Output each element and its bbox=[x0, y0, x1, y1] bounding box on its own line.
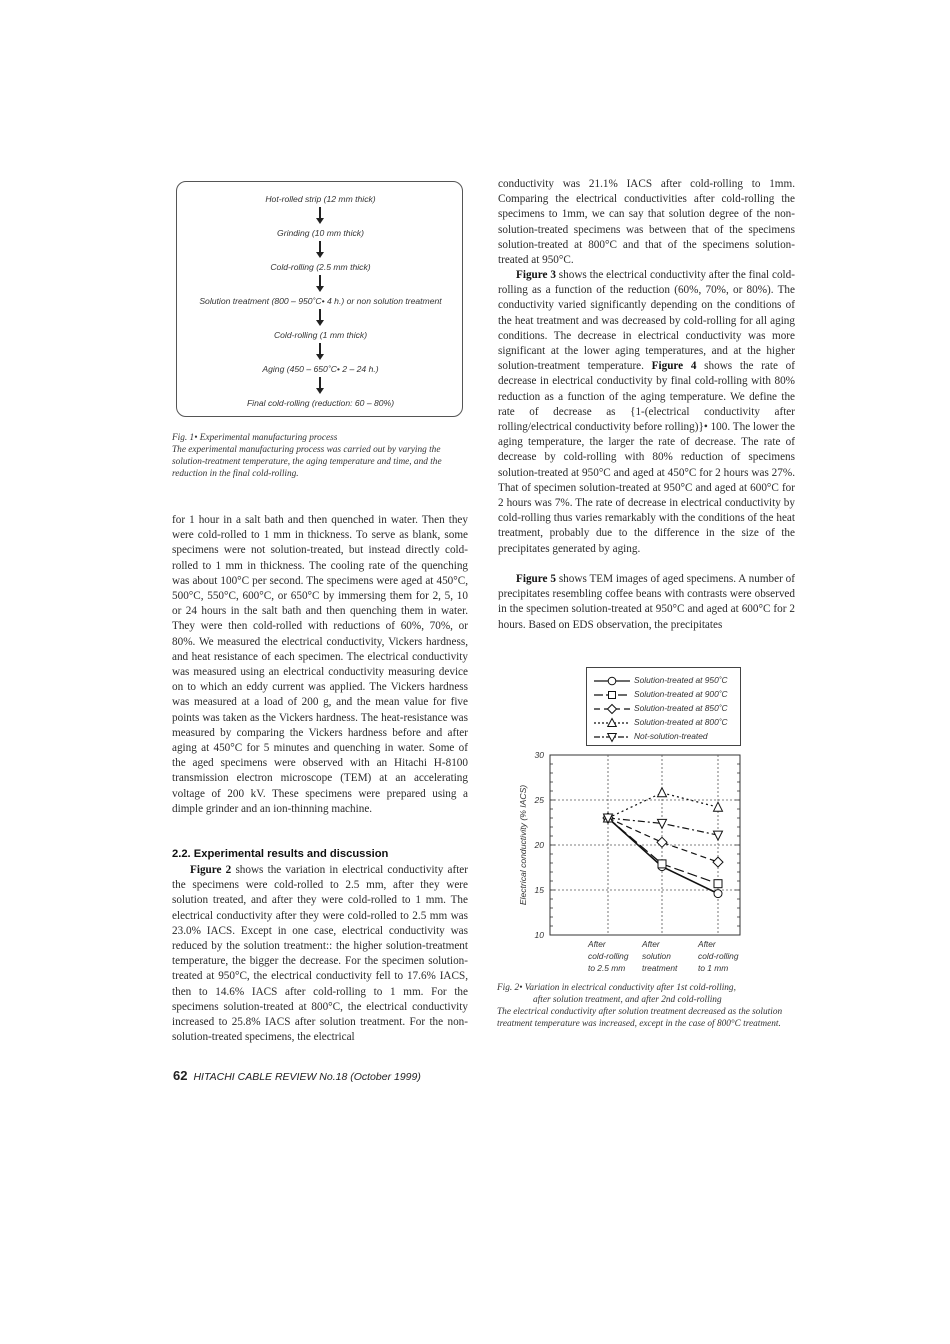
legend-label-900: Solution-treated at 900˚C bbox=[634, 689, 728, 699]
flow-step-solution-treatment: Solution treatment (800 – 950˚C• 4 h.) or non solution treatment bbox=[199, 296, 442, 306]
fig2-caption-label: Fig. 2• Variation in electrical conductivity after 1st cold-rolling, bbox=[497, 983, 736, 993]
legend-diamond-marker-icon bbox=[592, 702, 632, 716]
x-tick-label: to 2.5 mm bbox=[588, 963, 626, 973]
legend-entry-800 bbox=[587, 716, 742, 730]
right-paragraph-figure5 bbox=[498, 572, 795, 633]
data-point bbox=[714, 890, 722, 898]
data-point bbox=[658, 788, 667, 797]
x-tick-label: After bbox=[642, 939, 660, 949]
y-tick-label: 30 bbox=[534, 750, 544, 760]
left-results-text: shows the variation in electrical conductivity after the specimens were cold-rolled to 2.5 mm, after they were solution treated, and after they were cold-rolled to 1 mm. The electrical conductivity after they were cold-rolled to 2.5 mm was 23.0% IACS. Except in one case, electrical conductivity was reduced by the solution treatment:: the higher solution-treatment temperature, the bigger the decrease. For the specimen solution-treated at 950°C, the electrical conductivity fell to 17.6% IACS, then to 14.6% IACS after cold-rolling to 1 mm. For the specimens solution-treated at 800°C, the electrical conductivity increased to 25.8% IACS after solution treatment. For the non-solution-treated specimens, the electrical bbox=[172, 864, 468, 1044]
data-point bbox=[657, 837, 667, 847]
legend-square-marker-icon bbox=[592, 688, 632, 702]
x-tick-label: After bbox=[698, 939, 716, 949]
data-point bbox=[714, 802, 723, 811]
flow-step-cold-rolling: Cold-rolling (2.5 mm thick) bbox=[270, 262, 371, 272]
page-number: 62 bbox=[173, 1068, 188, 1083]
data-point bbox=[713, 857, 723, 867]
flow-step-cold-rolling-1mm: Cold-rolling (1 mm thick) bbox=[273, 330, 368, 340]
data-point bbox=[714, 880, 722, 888]
data-point bbox=[658, 819, 667, 828]
x-tick-label: treatment bbox=[642, 963, 678, 973]
legend-label-800: Solution-treated at 800˚C bbox=[634, 717, 728, 727]
left-paragraph-methods: for 1 hour in a salt bath and then quenched in water. Then they were cold-rolled to 1 mm in thickness. To serve as blank, some specimens were not solution-treated, but instead directly cold-rolled to 1 mm in thickness. The cooling rate of the quenching was about 100°C per second. The specimens were aged at 450°C, 500°C, 550°C, 600°C, or 650°C by immersing them for 2, 5, 10 or 24 hours in the salt bath and then quenching them in water. They were then cold-rolled with reductions of 60%, 70%, or 80%. We measured the electrical conductivity, Vickers hardness, and heat resistance of each specimen. The electrical conductivity was measured using an electrical conductivity measuring device on to which an eddy current was applied. The Vickers hardness was measured at a load of 200 g, and the mean value for five points was taken as the Vickers hardness. The heat-resistance was measured by comparing the Vickers hardness before and after aging at 450°C for 5 minutes and quenching in water. Some of the aged specimens were observed with an Hitachi H-8100 transmission electron microscope (TEM) at an accelerating voltage of 200 kV. These specimens were prepared using a dimple grinder and an ion-thinning machine. bbox=[172, 514, 468, 815]
data-point bbox=[658, 860, 666, 868]
flow-step-grinding: Grinding (10 mm thick) bbox=[277, 228, 364, 238]
section-heading: 2.2. Experimental results and discussion bbox=[172, 848, 389, 860]
y-tick-label: 25 bbox=[534, 795, 544, 805]
series-line bbox=[608, 818, 718, 884]
journal-title: HITACHI CABLE REVIEW No.18 (October 1999) bbox=[193, 1071, 421, 1083]
right-figure3-text: shows the electrical conductivity after the final cold-rolling as a function of the reduction (60%, 70%, or 80%). The conductivity varied significantly depending on the conditions of the heat treatment and was decreased by cold-rolling for all aging conditions. The decrease in electrical conductivity was more significant at the lower aging temperatures, and at the higher solution-treatment temperature. bbox=[498, 269, 795, 373]
legend-entry-900 bbox=[587, 688, 742, 702]
x-tick-label: solution bbox=[642, 951, 671, 961]
data-point bbox=[714, 831, 723, 840]
legend-circle-marker-icon bbox=[592, 674, 632, 688]
figure-2-reference: Figure 2 bbox=[190, 864, 232, 876]
fig1-caption-description: The experimental manufacturing process was carried out by varying the solution-treatment temperature, the aging temperature and time, and the reduction in the final cold-rolling. bbox=[172, 445, 442, 479]
legend-triangle-down-marker-icon bbox=[592, 730, 632, 744]
right-figure4-text: shows the rate of decrease in electrical conductivity by final cold-rolling with 80% reduction as a function of the aging temperature. We define the rate of decrease as {1-(electrical conductivity after rolling/electrical conductivity before rolling)}• 100. The lower the aging temperature, the larger the rate of decrease. The rate of decrease by cold-rolling with 80% reduction of specimens solution-treated at 950°C and aged at 450°C for 2 hours was 27%. That of specimen solution-treated at 950°C and aged at 600°C for 2 hours was 7%. The rate of decrease in electrical conductivity by cold-rolling thus varies remarkably with the conditions of the heat treatment, probably due to the difference in the size of the precipitates generated by aging. bbox=[498, 360, 795, 555]
flow-step-hot-rolled: Hot-rolled strip (12 mm thick) bbox=[265, 194, 376, 204]
figure-5-reference: Figure 5 bbox=[516, 573, 556, 585]
y-tick-label: 10 bbox=[534, 930, 544, 940]
legend-label-850: Solution-treated at 850˚C bbox=[634, 703, 728, 713]
legend-triangle-up-marker-icon bbox=[592, 716, 632, 730]
flow-step-aging: Aging (450 – 650˚C• 2 – 24 h.) bbox=[262, 364, 379, 374]
fig1-caption bbox=[172, 432, 472, 480]
y-tick-label: 20 bbox=[534, 840, 544, 850]
legend-entry-not-solution bbox=[587, 730, 742, 744]
right-figure5-text: shows TEM images of aged specimens. A number of precipitates resembling coffee beans with contrasts were observed in the specimen solution-treated at 950°C and aged at 600°C for 2 hours. Based on EDS observation, the precipitates bbox=[498, 573, 795, 631]
x-tick-label: to 1 mm bbox=[698, 963, 729, 973]
flowchart-box bbox=[176, 181, 463, 417]
legend-label-not-solution: Not-solution-treated bbox=[634, 731, 708, 741]
y-tick-label: 15 bbox=[534, 885, 544, 895]
x-tick-label: cold-rolling bbox=[698, 951, 739, 961]
flow-step-final-cold-rolling: Final cold-rolling (reduction: 60 – 80%) bbox=[246, 398, 395, 408]
fig2-caption-label-cont: after solution treatment, and after 2nd cold-rolling bbox=[533, 995, 722, 1005]
x-tick-label: After bbox=[588, 939, 606, 949]
right-paragraph-figure3 bbox=[498, 268, 795, 557]
right-paragraph-continuation: conductivity was 21.1% IACS after cold-rolling to 1mm. Comparing the electrical conductivities after cold-rolling the specimens to 1mm, we can say that solution degree of the non-solution-treated specimens was between that of the specimens solution-treated at 800°C and that of the specimens solution-treated at 950°C. bbox=[498, 178, 795, 267]
legend-entry-850 bbox=[587, 702, 742, 716]
chart-legend bbox=[586, 667, 741, 746]
left-paragraph-results bbox=[172, 863, 468, 1045]
figure-3-reference: Figure 3 bbox=[516, 269, 556, 281]
page-footer bbox=[173, 1068, 421, 1083]
y-axis-label: Electrical conductivity (% IACS) bbox=[518, 784, 528, 906]
x-tick-label: cold-rolling bbox=[588, 951, 629, 961]
figure-4-reference: Figure 4 bbox=[651, 360, 697, 373]
legend-label-950: Solution-treated at 950˚C bbox=[634, 675, 728, 685]
legend-entry-950 bbox=[587, 674, 742, 688]
fig1-caption-label: Fig. 1• Experimental manufacturing process bbox=[172, 433, 338, 443]
fig2-caption-description: The electrical conductivity after solution treatment decreased as the solution treatment temperature was increased, except in the case of 800°C treatment. bbox=[497, 1007, 783, 1029]
fig2-caption bbox=[497, 982, 797, 1030]
